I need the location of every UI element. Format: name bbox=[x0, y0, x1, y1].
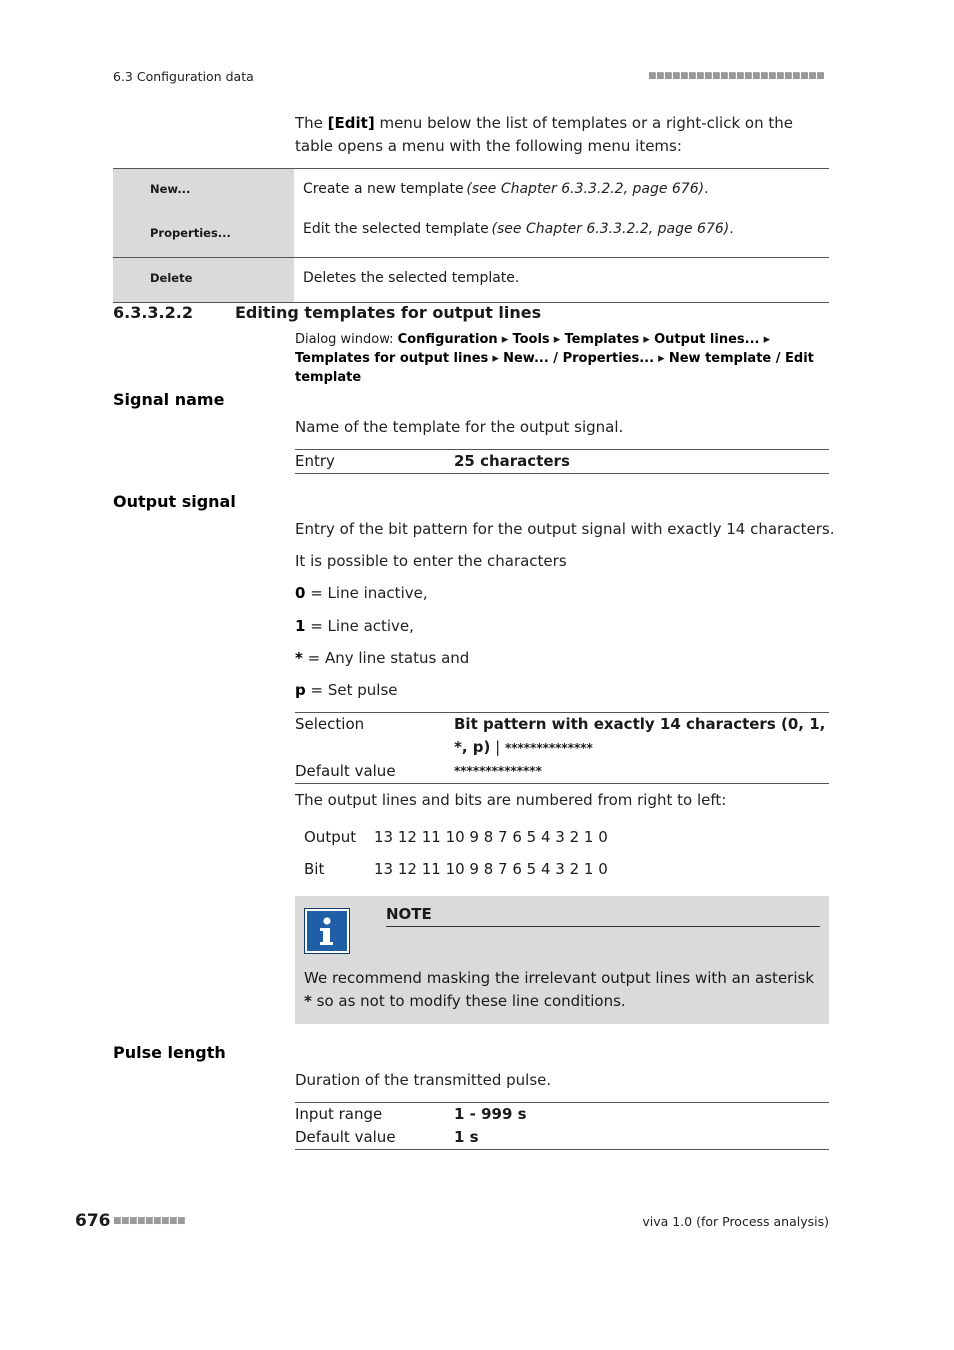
menu-item-properties-description: Edit the selected template (see Chapter 6.3.3.2.2, page 676) . bbox=[303, 221, 734, 237]
param-value: ************** bbox=[454, 764, 542, 778]
param-label: Default value bbox=[295, 762, 396, 780]
note-title: NOTE bbox=[386, 905, 820, 927]
menu-items-table bbox=[113, 168, 829, 303]
path-arrow-icon: ▸ bbox=[553, 332, 561, 347]
menu-group-delete bbox=[113, 257, 829, 302]
numbering-row-bit: Bit 13 12 11 10 9 8 7 6 5 4 3 2 1 0 bbox=[304, 860, 608, 878]
param-value: Bit pattern with exactly 14 characters (0, 1, *, p) | ************** bbox=[454, 715, 826, 756]
pulse-length-param-table bbox=[295, 1102, 829, 1150]
path-step: Templates for output lines bbox=[295, 351, 489, 366]
section-number: 6.3.3.2.2 bbox=[113, 303, 193, 322]
chapter-reference: (see Chapter 6.3.3.2.2, page 676) bbox=[466, 181, 705, 197]
path-arrow-icon: ▸ bbox=[643, 332, 650, 347]
param-value: 1 s bbox=[454, 1128, 479, 1146]
output-signal-param-table bbox=[295, 712, 829, 784]
path-step: Output lines... bbox=[654, 332, 760, 347]
menu-item-new-description: Create a new template (see Chapter 6.3.3.2.2, page 676) . bbox=[303, 181, 709, 197]
output-signal-heading: Output signal bbox=[113, 492, 236, 511]
pulse-length-heading: Pulse length bbox=[113, 1043, 226, 1062]
path-step: New template / Edit template bbox=[295, 351, 814, 385]
param-row-entry bbox=[295, 450, 829, 473]
signal-name-param-table bbox=[295, 449, 829, 474]
intro-paragraph bbox=[295, 112, 829, 158]
chapter-reference: (see Chapter 6.3.3.2.2, page 676) bbox=[491, 221, 730, 237]
path-step: Templates bbox=[564, 332, 640, 347]
numbering-table bbox=[304, 821, 608, 885]
path-step: Tools bbox=[512, 332, 550, 347]
menu-group-new-properties bbox=[113, 169, 829, 257]
path-arrow-icon: ▸ bbox=[763, 332, 771, 347]
possible-characters-intro: It is possible to enter the characters bbox=[295, 552, 567, 570]
char-any-status: * = Any line status and bbox=[295, 649, 470, 667]
numbering-row-output: Output 13 12 11 10 9 8 7 6 5 4 3 2 1 0 bbox=[304, 828, 608, 846]
menu-item-delete: Delete bbox=[150, 271, 193, 285]
param-label: Entry bbox=[295, 452, 335, 470]
output-signal-description: Entry of the bit pattern for the output signal with exactly 14 characters. bbox=[295, 520, 835, 538]
info-icon bbox=[304, 908, 350, 954]
param-label: Selection bbox=[295, 715, 365, 733]
param-row-selection bbox=[295, 713, 829, 760]
menu-item-delete-description: Deletes the selected template. bbox=[303, 270, 520, 286]
intro-text-pre: The bbox=[295, 114, 328, 132]
char-line-inactive: 0 = Line inactive, bbox=[295, 584, 428, 602]
dialog-window-path bbox=[295, 330, 829, 387]
param-row-default bbox=[295, 760, 829, 783]
footer-dots: ■■■■■■■■■ bbox=[113, 1216, 186, 1226]
section-title: Editing templates for output lines bbox=[235, 303, 542, 322]
path-arrow-icon: ▸ bbox=[658, 351, 665, 366]
menu-item-properties: Properties... bbox=[150, 226, 231, 240]
dialog-path-prefix: Dialog window: bbox=[295, 332, 398, 347]
path-step: Configuration bbox=[397, 332, 498, 347]
note-text: We recommend masking the irrelevant output lines with an asterisk * so as not to modify these line conditions. bbox=[304, 969, 815, 1010]
signal-name-heading: Signal name bbox=[113, 390, 225, 409]
param-value: 25 characters bbox=[454, 452, 570, 470]
param-value: 1 - 999 s bbox=[454, 1105, 527, 1123]
char-line-active: 1 = Line active, bbox=[295, 617, 414, 635]
menu-item-new: New... bbox=[150, 182, 191, 196]
path-step: New... / Properties... bbox=[503, 351, 655, 366]
char-set-pulse: p = Set pulse bbox=[295, 681, 398, 699]
running-header-dots: ■■■■■■■■■■■■■■■■■■■■■■ bbox=[648, 71, 825, 81]
param-row-default bbox=[295, 1126, 829, 1149]
running-header-section: 6.3 Configuration data bbox=[113, 69, 254, 84]
intro-text-post: menu below the list of templates or a right-click on the table opens a menu with the following menu items: bbox=[295, 114, 793, 155]
signal-name-description: Name of the template for the output signal. bbox=[295, 418, 624, 436]
pulse-length-description: Duration of the transmitted pulse. bbox=[295, 1071, 552, 1089]
path-arrow-icon: ▸ bbox=[492, 351, 499, 366]
param-row-input-range bbox=[295, 1103, 829, 1126]
numbering-note: The output lines and bits are numbered from right to left: bbox=[295, 791, 727, 809]
intro-edit-menu-name: [Edit] bbox=[327, 114, 375, 132]
footer-product: viva 1.0 (for Process analysis) bbox=[642, 1214, 829, 1229]
note-box bbox=[295, 896, 829, 1024]
page-number: 676 bbox=[75, 1211, 111, 1231]
param-label: Default value bbox=[295, 1128, 396, 1146]
path-arrow-icon: ▸ bbox=[501, 332, 509, 347]
param-label: Input range bbox=[295, 1105, 383, 1123]
